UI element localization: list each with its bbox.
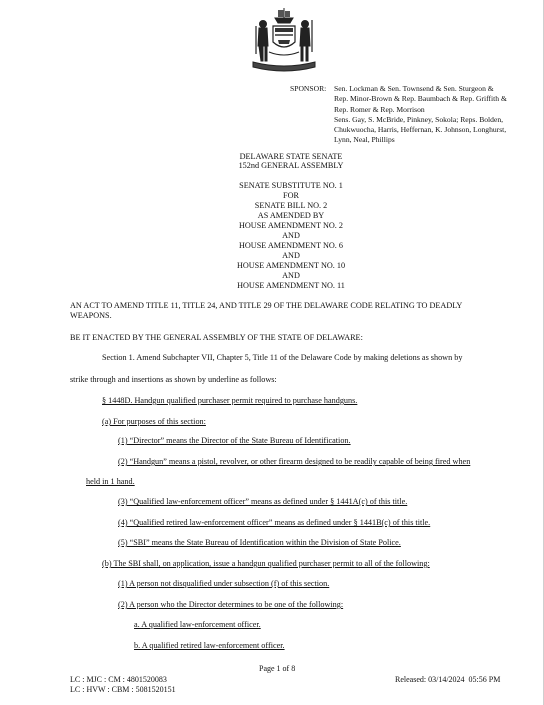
section-1-line: strike through and insertions as shown by underline as follows: [70, 375, 277, 384]
definition-handgun: (2) “Handgun” means a pistol, revolver, or other firearm designed to be readily capable of being fired when [118, 457, 471, 466]
act-title-line: AN ACT TO AMEND TITLE 11, TITLE 24, AND TITLE 29 OF THE DELAWARE CODE RELATING TO DEADLY [70, 301, 463, 310]
subsection-b2: (2) A person who the Director determines to be one of the following: [118, 600, 344, 609]
subsection-b2b: b. A qualified retired law-enforcement officer. [134, 641, 285, 650]
bill-title-line: AS AMENDED BY [257, 211, 325, 220]
bill-title-line: HOUSE AMENDMENT NO. 11 [237, 281, 345, 290]
subsection-a: (a) For purposes of this section: [102, 417, 206, 426]
sponsor-line: Lynn, Neal, Phillips [334, 135, 395, 145]
sponsor-line: Sen. Lockman & Sen. Townsend & Sen. Sturgeon & [334, 84, 494, 93]
bill-title-line: SENATE SUBSTITUTE NO. 1 [239, 181, 343, 190]
chamber-title: DELAWARE STATE SENATE [239, 152, 343, 161]
definition-sbi: (5) “SBI” means the State Bureau of Identification within the Division of State Police. [118, 538, 401, 547]
bill-title-line: HOUSE AMENDMENT NO. 2 [238, 221, 343, 230]
sponsor-line: Rep. Romer & Rep. Morrison [334, 104, 425, 114]
subsection-b1: (1) A person not disqualified under subsection (f) of this section. [118, 579, 330, 588]
act-title-line: WEAPONS. [70, 311, 112, 320]
sponsor-line: Sens. Gay, S. McBride, Pinkney, Sokola; Reps. Bolden, [334, 114, 504, 124]
sponsor-line: Chukwuocha, Harris, Heffernan, K. Johnson, Longhurst, [334, 125, 507, 135]
section-heading: § 1448D. Handgun qualified purchaser permit required to purchase handguns. [102, 396, 358, 405]
definition-director: (1) “Director” means the Director of the State Bureau of Identification. [118, 436, 351, 445]
bill-title-line: HOUSE AMENDMENT NO. 6 [238, 241, 343, 250]
bill-title-line: FOR [283, 191, 299, 200]
bill-title-line: AND [282, 271, 300, 280]
page-number: Page 1 of 8 [259, 664, 296, 673]
definition-handgun-cont: held in 1 hand. [86, 477, 135, 486]
assembly-title: 152nd GENERAL ASSEMBLY [238, 161, 344, 170]
bill-title-line: SENATE BILL NO. 2 [254, 201, 328, 210]
definition-qualified-officer: (3) “Qualified law-enforcement officer” means as defined under § 1441A(c) of this title. [118, 497, 408, 506]
sponsor-list [334, 84, 529, 146]
subsection-b2a: a. A qualified law-enforcement officer. [134, 620, 261, 629]
bill-title-line: AND [282, 231, 300, 240]
lc-code-2: LC : HVW : CBM : 5081520151 [70, 685, 176, 694]
sponsor-label: SPONSOR: [290, 84, 327, 93]
release-timestamp: Released: 03/14/2024 05:56 PM [395, 675, 501, 684]
enacting-clause: BE IT ENACTED BY THE GENERAL ASSEMBLY OF THE STATE OF DELAWARE: [70, 333, 363, 342]
subsection-b: (b) The SBI shall, on application, issue a handgun qualified purchaser permit to all of the following: [102, 559, 430, 568]
sponsor-line: Rep. Minor-Brown & Rep. Baumbach & Rep. Griffith & [334, 94, 507, 104]
bill-title-line: AND [282, 251, 300, 260]
delaware-state-seal-icon [245, 6, 323, 76]
lc-code-1: LC : MJC : CM : 4801520083 [70, 675, 167, 684]
bill-title-line: HOUSE AMENDMENT NO. 10 [236, 261, 346, 270]
definition-retired-officer: (4) “Qualified retired law-enforcement officer” means as defined under § 1441B(c) of this title. [118, 518, 431, 527]
section-1-line: Section 1. Amend Subchapter VII, Chapter 5, Title 11 of the Delaware Code by making deletions as shown by [102, 353, 463, 362]
